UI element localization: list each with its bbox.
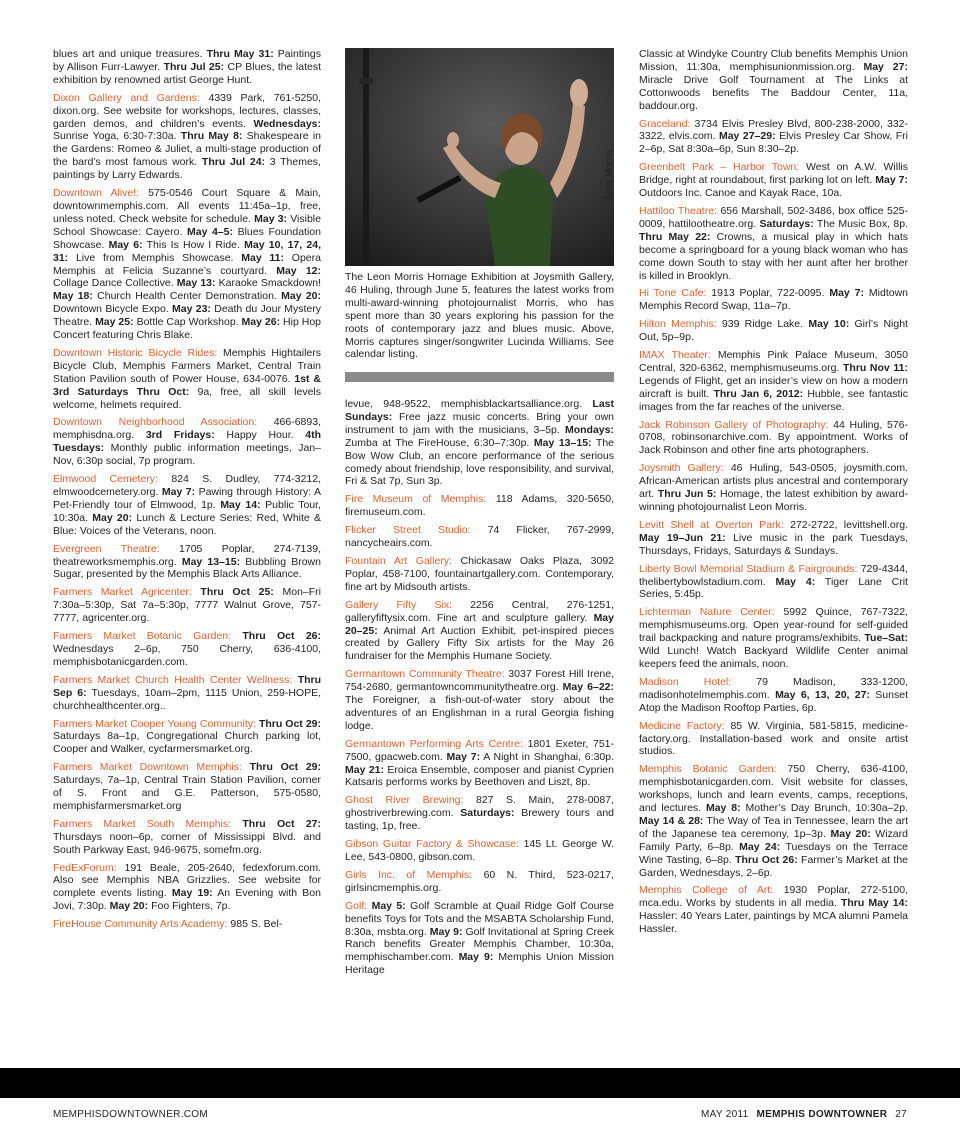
listing-entry: FedExForum: 191 Beale, 205-2640, fedexforum.com. Also see Memphis NBA Grizzlies. See website for complete events listing. May 19: An Evening with Bon Jovi, 7:30p. May 20: Foo Fighters, 7p.: [53, 861, 321, 913]
listing-venue-name: Lichterman Nature Center:: [639, 606, 775, 619]
divider-bar: [345, 372, 614, 382]
listing-venue-name: Downtown Historic Bicycle Rides:: [53, 346, 218, 359]
listing-venue-name: Memphis College of Art:: [639, 884, 774, 897]
listing-venue-name: Fire Museum of Memphis:: [345, 493, 487, 506]
listing-date: 1st & 3rd Saturdays Thru Oct:: [53, 372, 321, 398]
listing-venue-name: Downtown Alive!:: [53, 187, 140, 200]
listing-date: May 7:: [161, 486, 196, 498]
listing-entry: FireHouse Community Arts Academy: 985 S. Bel-: [53, 918, 283, 931]
listing-date: May 5:: [371, 899, 406, 912]
listing-venue-name: Girls Inc. of Memphis:: [345, 868, 473, 881]
listing-entry: Evergreen Theatre: 1705 Poplar, 274-7139, theatreworksmemphis.org. May 13–15: Bubbling Brown Sugar, presented by the Memphis Black Arts Alliance.: [53, 542, 321, 581]
listing-entry: Hattiloo Theatre: 656 Marshall, 502-3486, box office 525-0009, hattilootheatre.org. Saturdays: The Music Box, 8p. Thru May 22: Crowns, a musical play in which hats become a springboard for a young black woman who has come down South to stay with her aunt after her brother is killed in Brooklyn.: [639, 204, 909, 282]
listing-venue-name: Farmers Market Agricenter:: [53, 586, 192, 599]
listing-date: May 20:: [109, 900, 149, 913]
listing-venue-name: Fountain Art Gallery:: [345, 554, 452, 567]
listing-date: Thru Oct 25:: [200, 586, 274, 599]
listing-entry: Medicine Factory: 85 W. Virginia, 581-5815, medicine-factory.org. Installation-based work and onsite artist studios.: [639, 719, 908, 758]
listing-entry: Fire Museum of Memphis: 118 Adams, 320-5650, firemuseum.com.: [345, 493, 614, 519]
listing-date: May 20–25:: [345, 611, 614, 637]
listing-date: May 20:: [281, 290, 321, 303]
footer-publication-name: MEMPHIS DOWNTOWNER: [756, 1109, 888, 1120]
listing-date: May 11:: [241, 251, 285, 264]
listing-entry: Farmers Market Church Health Center Wellness: Thru Sep 6: Tuesdays, 10am–2pm, 1115 Union, 259-HOPE, churchhealthcenter.org..: [53, 673, 322, 712]
listing-date: May 6:: [108, 238, 143, 251]
listing-entry: Flicker Street Studio: 74 Flicker, 767-2999, nancycheairs.com.: [345, 524, 615, 550]
listing-entry: Liberty Bowl Memorial Stadium & Fairgrounds: 729-4344, thelibertybowlstadium.com. May 4: Tiger Lane Crit Series, 5:45p.: [639, 562, 908, 601]
listing-date: Thru Jan 6, 2012:: [713, 387, 804, 400]
listing-date: May 9:: [429, 925, 463, 938]
listing-date: May 14:: [220, 498, 261, 511]
listing-entry: Jack Robinson Gallery of Photography: 44 Huling, 576-0708, robinsonarchive.com. By appointment. Works of Jack Robinson and other fine arts photographers.: [639, 418, 908, 457]
listing-venue-name: Liberty Bowl Memorial Stadium & Fairgrounds:: [639, 562, 858, 575]
footer-band: [0, 1068, 960, 1098]
listing-entry: Germantown Community Theatre: 3037 Forest Hill Irene, 754-2680, germantowncommunitytheatre.org. May 6–22: The Foreigner, a fish-out-of-water story about the adventures of an Englishman in a rural Georgia fishing lodge.: [345, 668, 615, 732]
listing-venue-name: Germantown Performing Arts Centre:: [345, 737, 523, 750]
listing-date: Thru Sep 6:: [53, 673, 322, 699]
listing-entry: Memphis College of Art: 1930 Poplar, 272-5100, mca.edu. Works by students in all media. Thru May 14: Hassler: 40 Years Later, paintings by MCA alumni Pamela Hassler.: [639, 884, 909, 936]
listing-entry: Dixon Gallery and Gardens: 4339 Park, 761-5250, dixon.org. See website for workshops, lectures, classes, garden demos, and children’s events. Wednesdays: Sunrise Yoga, 6:30-7:30a. Thru May 8: Shakespeare in the Gardens: Romeo & Juliet, a multi-stage production of the bard’s most famous work. Thru Jul 24: 3 Themes, paintings by Larry Edwards.: [53, 91, 321, 182]
listing-date: Thru Jul 24:: [201, 156, 266, 169]
footer-website: MEMPHISDOWNTOWNER.COM: [53, 1109, 208, 1120]
photo-caption: The Leon Morris Homage Exhibition at Joysmith Gallery, 46 Huling, through June 5, features the latest works from multi-award-winning photojournalist Morris, who has spent more than 30 years exploring his passion for the roots of contemporary jazz and blues music. Above, Morris captures singer/songwriter Lucinda Williams. See calendar listing.: [345, 271, 614, 361]
footer-issue-date: MAY 2011: [701, 1109, 749, 1120]
listing-entry: Memphis Botanic Garden: 750 Cherry, 636-4100, memphisbotanicgarden.com. Visit website for classes, workshops, lunch and learn events, camps, receptions, and lectures. May 8: Mother’s Day Brunch, 10:30a–2p. May 14 & 28: The Way of Tea in Tennessee, learn the art of the Japanese tea ceremony, 1p–3p. May 20: Wizard Family Party, 6–8p. May 24: Tuesdays on the Terrace Wine Tasting, 6–8p. Thru Oct 26: Farmer’s Market at the Garden, Wednesdays, 2–6p.: [639, 763, 909, 879]
listing-date: May 23:: [172, 303, 211, 316]
photo-credit: Leon Morris: [604, 149, 615, 200]
listing-entry: Farmers Market Agricenter: Thru Oct 25: Mon–Fri 7:30a–5:30p, Sat 7a–5:30p, 7777 Walnut Grove, 757-7777, agricenter.org.: [53, 586, 321, 625]
listing-date: Thru May 22:: [639, 230, 711, 243]
listing-date: Thru May 31:: [206, 48, 274, 60]
listing-date: May 19:: [171, 887, 213, 900]
listing-date: May 13:: [176, 277, 216, 290]
listings-column-3: [639, 48, 908, 941]
listing-venue-name: Madison Hotel:: [639, 675, 732, 688]
listing-entry: Graceland: 3734 Elvis Presley Blvd, 800-238-2000, 332-3322, elvis.com. May 27–29: Elvis Presley Car Show, Fri 2–6p, Sat 8:30a–6p, Sun 8:30–2p.: [639, 117, 908, 156]
listing-date: Thru May 14:: [840, 897, 908, 910]
listing-venue-name: Farmers Market Church Health Center Wellness:: [53, 673, 293, 686]
listing-entry: Lichterman Nature Center: 5992 Quince, 767-7322, memphismuseums.org. Open year-round for self-guided trail backpacking and nature programs/exhibits. Tue–Sat: Wild Lunch! Watch Backyard Wildlife Center animal keepers feed the animals, noon.: [639, 606, 908, 670]
listing-entry: Farmers Market Botanic Garden: Thru Oct 26: Wednesdays 2–6p, 750 Cherry, 636-4100, memphisbotanicgarden.com.: [53, 630, 321, 668]
listing-entry: Farmers Market Cooper Young Community: Thru Oct 29: Saturdays 8a–1p, Congregational Church parking lot, Cooper and Walker, cycfarmersmarket.org.: [53, 717, 322, 756]
listing-date: Tue–Sat:: [864, 632, 908, 645]
listing-venue-name: Farmers Market Botanic Garden:: [53, 630, 232, 643]
listing-venue-name: Hattiloo Theatre:: [639, 204, 717, 217]
listing-date: Thru Nov 11:: [843, 361, 908, 374]
listing-venue-name: Elmwood Cemetery:: [53, 473, 158, 486]
listing-date: May 20:: [92, 511, 133, 524]
listing-date: May 27–29:: [718, 130, 776, 143]
listing-venue-name: Joysmith Gallery:: [639, 462, 724, 475]
listing-entry: Ghost River Brewing: 827 S. Main, 278-0087, ghostriverbrewing.com. Saturdays: Brewery tours and tasting, 1p, free.: [345, 794, 614, 833]
listing-entry: Farmers Market Downtown Memphis: Thru Oct 29: Saturdays, 7a–1p, Central Train Station Pavilion, corner of S. Front and G.E. Patterson, 575-0580, memphisfarmersmarket.org: [53, 761, 321, 812]
listing-venue-name: Hilton Memphis:: [639, 318, 717, 331]
listing-entry: Elmwood Cemetery: 824 S. Dudley, 774-3212, elmwoodcemetery.org. May 7: Pawing through History: A Pet-Friendly tour of Elmwood, 1p. May 14: Public Tour, 10:30a. May 20: Lunch & Lecture Series: Red, White & Blue: Voices of the Veterans, noon.: [53, 473, 322, 537]
listing-entry: Hi Tone Cafe: 1913 Poplar, 722-0095. May 7: Midtown Memphis Record Swap, 11a–7p.: [639, 287, 909, 313]
listing-date: May 25:: [95, 316, 134, 329]
listing-venue-name: Farmers Market South Memphis:: [53, 817, 232, 830]
listing-date: Thru Jul 25:: [163, 60, 225, 73]
listing-date: May 7:: [875, 174, 908, 187]
listing-entry: IMAX Theater: Memphis Pink Palace Museum, 3050 Central, 320-6362, memphismuseums.org. Thru Nov 11: Legends of Flight, get an insider’s view on how a modern aircraft is built. Thru Jan 6, 2012: Hubble, see fantastic images from the far reaches of the universe.: [639, 349, 908, 413]
listing-date: May 7:: [829, 287, 865, 300]
listing-venue-name: Golf:: [345, 899, 368, 912]
listing-entry: blues art and unique treasures. Thru May 31: Paintings by Allison Furr-Lawyer. Thru Jul 25: CP Blues, the latest exhibition by renowned artist George Hunt.: [53, 48, 321, 86]
listing-venue-name: Jack Robinson Gallery of Photography:: [639, 418, 829, 431]
listing-date: May 14 & 28:: [639, 814, 704, 827]
listing-venue-name: Farmers Market Cooper Young Community:: [53, 717, 256, 730]
listing-date: May 8:: [705, 802, 741, 815]
listing-entry: Greenbelt Park – Harbor Town: West on A.W. Willis Bridge, right at roundabout, first parking lot on left. May 7: Outdoors Inc. Canoe and Kayak Race, 10a.: [639, 161, 908, 200]
listing-date: May 4–5:: [186, 225, 234, 238]
listing-venue-name: FireHouse Community Arts Academy:: [53, 918, 228, 931]
listing-date: May 24:: [739, 840, 781, 853]
listing-date: May 12:: [276, 264, 321, 277]
listing-date: May 10, 17, 24, 31:: [53, 238, 322, 264]
listing-entry: Hilton Memphis: 939 Ridge Lake. May 10: Girl’s Night Out, 5p–9p.: [639, 318, 908, 344]
listing-entry: Madison Hotel: 79 Madison, 333-1200, madisonhotelmemphis.com. May 6, 13, 20, 27: Sunset Atop the Madison Rooftop Parties, 6p.: [639, 675, 908, 714]
listing-date: Saturdays:: [460, 807, 515, 820]
listing-entry: Farmers Market South Memphis: Thru Oct 27: Thursdays noon–6p, corner of Mississippi Blvd. and South Parkway East, 946-9675, somefm.org.: [53, 817, 321, 856]
listing-date: Thru Oct 29:: [249, 761, 321, 774]
listing-entry: Downtown Neighborhood Association: 466-6893, memphisdna.org. 3rd Fridays: Happy Hour. 4th Tuesdays: Monthly public information meetings, Jan–Nov, 6:30p social, 7p program.: [53, 416, 322, 468]
listing-date: Thru May 8:: [180, 130, 243, 143]
listing-entry: Fountain Art Gallery: Chickasaw Oaks Plaza, 3092 Poplar, 458-7100, fountainartgallery.com. Contemporary, fine art by Midsouth artists.: [345, 554, 615, 593]
listing-date: May 13–15:: [533, 436, 592, 449]
listing-venue-name: Hi Tone Cafe:: [639, 287, 707, 300]
listing-entry: Levitt Shell at Overton Park: 272-2722, levittshell.org. May 19–Jun 21: Live music in the park Tuesdays, Thursdays, Fridays, Saturdays & Sundays.: [639, 518, 909, 557]
listing-date: Thru Oct 27:: [242, 817, 321, 830]
listing-venue-name: Germantown Community Theatre:: [345, 668, 505, 681]
singer-photo-illustration: [345, 48, 614, 266]
listing-date: Saturdays:: [759, 217, 814, 230]
listing-entry: Gallery Fifty Six: 2256 Central, 276-1251, galleryfiftysix.com. Fine art and sculpture gallery. May 20–25: Animal Art Auction Exhibit, pet-inspired pieces created by Gallery Fifty Six artists for the May 26 fundraiser for the Memphis Humane Society.: [345, 598, 614, 663]
listing-date: May 4:: [775, 575, 816, 588]
listing-date: Wednesdays:: [253, 117, 321, 130]
page-number: 27: [895, 1109, 907, 1120]
listings-column-2: [345, 398, 614, 982]
listing-date: May 13–15:: [181, 555, 241, 568]
listing-venue-name: Memphis Botanic Garden:: [639, 763, 777, 776]
listing-date: May 9:: [458, 951, 494, 964]
listing-date: Last Sundays:: [345, 398, 614, 423]
listing-entry: Downtown Historic Bicycle Rides: Memphis Hightailers Bicycle Club, Memphis Farmers Market, Central Train Station Pavilion south of Power House, 634-0076. 1st & 3rd Saturdays Thru Oct: 9a, free, all skill levels welcome, helmets required.: [53, 346, 321, 411]
listing-date: Thru Jun 5:: [657, 488, 717, 501]
listing-date: May 6, 13, 20, 27:: [775, 688, 870, 701]
listings-column-1: [53, 48, 321, 936]
footer-folio: [701, 1109, 907, 1120]
listing-venue-name: Downtown Neighborhood Association:: [53, 416, 258, 429]
listing-entry: Classic at Windyke Country Club benefits Memphis Union Mission, 11:30a, memphisunionmission.org. May 27: Miracle Drive Golf Tournament at The Links at Cottonwoods benefits The Baddour Center, 11a, baddour.org.: [639, 48, 908, 112]
listing-venue-name: Gibson Guitar Factory & Showcase:: [345, 838, 519, 851]
listing-entry: Downtown Alive!: 575-0546 Court Square & Main, downtownmemphis.com. All events 11:45a–1p, free, unless noted. Check website for schedule. May 3: Visible School Showcase: Cayero. May 4–5: Blues Foundation Showcase. May 6: This Is How I Ride. May 10, 17, 24, 31: Live from Memphis Showcase. May 11: Opera Memphis at Felicia Suzanne’s courtyard. May 12: Collage Dance Collective. May 13: Karaoke Smackdown! May 18: Church Health Center Demonstration. May 20: Downtown Bicycle Expo. May 23: Death du Jour Mystery Theatre. May 25: Bottle Cap Workshop. May 26: Hip Hop Concert featuring Chris Blake.: [53, 187, 322, 342]
listing-venue-name: Graceland:: [639, 117, 691, 130]
listing-venue-name: Dixon Gallery and Gardens:: [53, 91, 200, 104]
listing-date: May 26:: [241, 316, 281, 329]
listing-venue-name: FedExForum:: [53, 861, 117, 874]
listing-venue-name: IMAX Theater:: [639, 349, 711, 362]
listing-date: Thru Oct 26:: [242, 630, 321, 643]
listing-venue-name: Ghost River Brewing:: [345, 794, 464, 807]
listing-date: May 7:: [446, 750, 481, 763]
listing-date: May 21:: [345, 763, 385, 776]
listing-date: May 20:: [830, 827, 871, 840]
listing-date: May 10:: [808, 318, 850, 331]
listing-venue-name: Farmers Market Downtown Memphis:: [53, 761, 242, 774]
listing-entry: levue, 948-9522, memphisblackartsalliance.org. Last Sundays: Free jazz music concerts. Bring your own instrument to jam with the musicians, 3–5p. Mondays: Zumba at The FireHouse, 6:30–7:30p. May 13–15: The Bow Wow Club, an encore performance of the serious comedy about friendship, love responsibility, and survival, Fri & Sat 7p, Sun 3p.: [345, 398, 614, 488]
listing-date: May 6–22:: [562, 681, 614, 694]
listing-entry: Gibson Guitar Factory & Showcase: 145 Lt. George W. Lee, 543-0800, gibson.com.: [345, 838, 615, 863]
listing-entry: Joysmith Gallery: 46 Huling, 543-0505, joysmith.com. African-American artists plus ancestral and contemporary art. Thru Jun 5: Homage, the latest exhibition by award-winning photojournalist Leon Morris.: [639, 462, 908, 513]
listing-venue-name: Greenbelt Park – Harbor Town:: [639, 161, 800, 174]
listing-entry: Germantown Performing Arts Centre: 1801 Exeter, 751-7500, gpacweb.com. May 7: A Night in Shanghai, 6:30p. May 21: Eroica Ensemble, composer and pianist Cyprien Katsaris performs works by Beethoven and Liszt, 8p.: [345, 737, 614, 789]
listing-date: May 18:: [53, 290, 93, 303]
listing-entry: Golf: May 5: Golf Scramble at Quail Ridge Golf Course benefits Toys for Tots and the MSABTA Scholarship Fund, 8:30a, msbta.org. May 9: Golf Invitational at Spring Creek Ranch benefits Greater Memphis Chamber, 10:30a, memphischamber.com. May 9: Memphis Union Mission Heritage: [345, 899, 614, 977]
listing-date: 3rd Fridays:: [145, 429, 215, 442]
listing-date: Thru Oct 29:: [258, 717, 322, 730]
listing-venue-name: Gallery Fifty Six:: [345, 598, 452, 611]
listing-venue-name: Evergreen Theatre:: [53, 542, 160, 555]
listing-date: May 27:: [863, 60, 908, 73]
listing-date: Mondays:: [564, 423, 614, 436]
concert-photo: [345, 48, 614, 266]
listing-date: May 3:: [254, 212, 288, 225]
listing-date: May 19–Jun 21:: [639, 531, 726, 544]
listing-venue-name: Flicker Street Studio:: [345, 524, 471, 537]
listing-date: Thru Oct 26:: [735, 853, 798, 866]
listing-date: 4th Tuesdays:: [53, 429, 322, 455]
listing-venue-name: Levitt Shell at Overton Park:: [639, 518, 784, 531]
listing-entry: Girls Inc. of Memphis: 60 N. Third, 523-0217, girlsincmemphis.org.: [345, 868, 615, 894]
listing-venue-name: Medicine Factory:: [639, 719, 725, 732]
